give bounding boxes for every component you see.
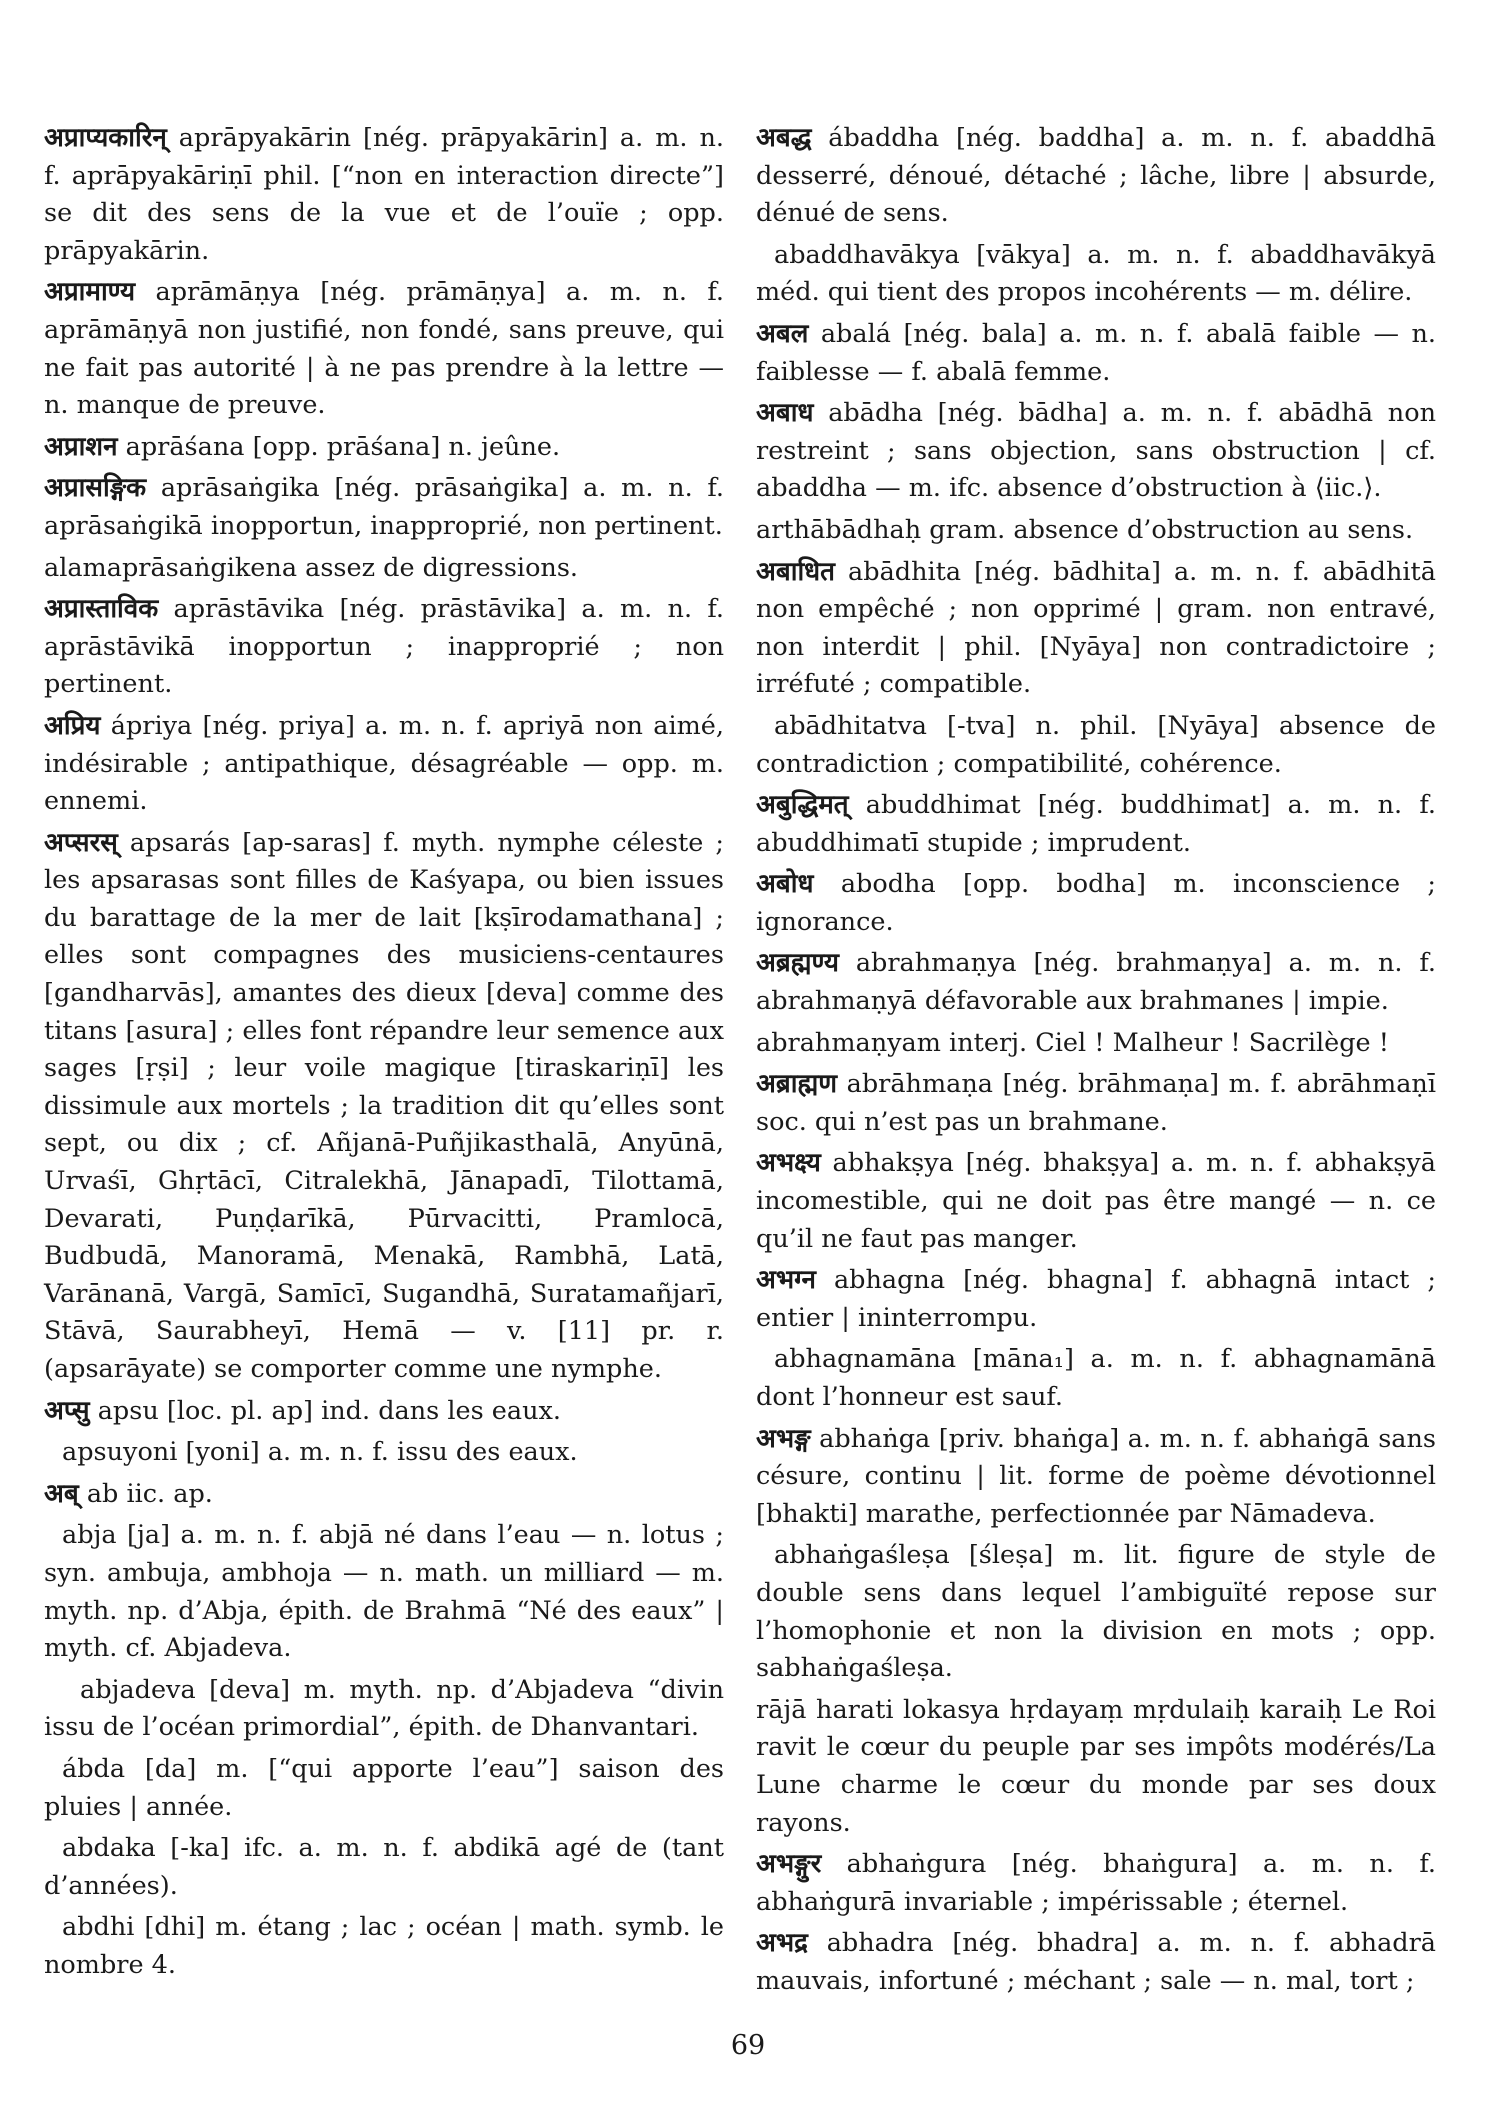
entry-text: abādhita [nég. bādhita] a. m. n. f. abādhitā non empêché ; non opprimé | gram. non entravé, non interdit | phil. [Nyāya] non contradictoire ; irréfuté ; compatible. xyxy=(756,556,1436,700)
entry-text: apsu [loc. pl. ap] ind. dans les eaux. xyxy=(97,1395,561,1426)
entry-text: apsarás [ap-saras] f. myth. nymphe céleste ; les apsarasas sont filles de Kaśyapa, ou bien issues du barattage de la mer de lait [kṣīrodamathana] ; elles sont compagnes des musiciens-centaures [gandharvās], amantes des dieux [deva] comme des titans [asura] ; elles font répandre leur semence aux sages [ṛṣi] ; leur voile magique [tiraskariṇī] les dissimule aux mortels ; la tradition dit qu’elles sont sept, ou dix ; cf. Añjanā-Puñjikasthalā, Anyūnā, Urvaśī, Ghṛtācī, Citralekhā, Jānapadī, Tilottamā, Devarati, Puṇḍarīkā, Pūrvacitti, Pramlocā, Budbudā, Manoramā, Menakā, Rambhā, Latā, Varānanā, Vargā, Samīcī, Sugandhā, Suratamañjarī, Stāvā, Saurabheyī, Hemā — v. [11] pr. r. (apsarāyate) se comporter comme une nymphe. xyxy=(44,827,725,1384)
entry-text: abhakṣya [nég. bhakṣya] a. m. n. f. abhakṣyā incomestible, qui ne doit pas être mangé — n. ce qu’il ne faut pas manger. xyxy=(756,1148,1436,1254)
devanagari-headword: अबाध xyxy=(756,398,814,429)
entry-text: rājā harati lokasya hṛdayaṃ mṛdulaiḥ karaiḥ Le Roi ravit le cœur du peuple par ses impôts modérés/La Lune charme le cœur du monde par ses doux rayons. xyxy=(756,1694,1436,1838)
devanagari-headword: अप्सरस् xyxy=(44,827,118,858)
dictionary-entry xyxy=(756,1925,1436,2000)
devanagari-headword: अबल xyxy=(756,318,809,349)
entry-text: abdhi [dhi] m. étang ; lac ; océan | math. symb. le nombre 4. xyxy=(44,1912,724,1980)
devanagari-headword: अभग्न xyxy=(756,1265,816,1296)
dictionary-entry xyxy=(756,512,1436,550)
dictionary-entry xyxy=(44,550,724,588)
dictionary-entry xyxy=(756,237,1436,312)
devanagari-headword: अप्राप्यकारिन् xyxy=(44,123,167,153)
devanagari-headword: अबद्ध xyxy=(756,123,812,153)
dictionary-entry xyxy=(44,274,724,424)
right-column xyxy=(756,120,1436,2005)
entry-text: abrāhmaṇa [nég. brāhmaṇa] m. f. abrāhmaṇī soc. qui n’est pas un brahmane. xyxy=(756,1069,1436,1137)
entry-text: ápriya [nég. priya] a. m. n. f. apriyā non aimé, indésirable ; antipathique, désagréable — opp. m. ennemi. xyxy=(44,710,724,817)
entry-text: abrahmaṇya [nég. brahmaṇya] a. m. n. f. abrahmaṇyā défavorable aux brahmanes | impie. xyxy=(756,948,1436,1017)
entry-text: abrahmaṇyam interj. Ciel ! Malheur ! Sacrilège ! xyxy=(756,1027,1390,1058)
dictionary-entry xyxy=(756,787,1436,862)
entry-text: abhaṅga [priv. bhaṅga] a. m. n. f. abhaṅgā sans césure, continu | lit. forme de poème dévotionnel [bhakti] marathe, perfectionnée par Nāmadeva. xyxy=(756,1423,1437,1529)
dictionary-entry xyxy=(44,429,724,467)
entry-text: alamaprāsaṅgikena assez de digressions. xyxy=(44,552,579,583)
dictionary-entry xyxy=(44,708,724,821)
entry-text: abādha [nég. bādha] a. m. n. f. abādhā non restreint ; sans objection, sans obstruction | cf. abaddha — m. ifc. absence d’obstruction à ⟨iic.⟩. xyxy=(756,398,1436,504)
devanagari-headword: अबोध xyxy=(756,869,814,900)
entry-text: abja [ja] a. m. n. f. abjā né dans l’eau — n. lotus ; syn. ambuja, ambhoja — n. math. un milliard — m. myth. np. d’Abja, épith. de Brahmā “Né des eaux” | myth. cf. Abjadeva. xyxy=(44,1520,724,1664)
entry-text: abhagna [nég. bhagna] f. abhagnā intact ; entier | ininterrompu. xyxy=(756,1265,1436,1333)
devanagari-headword: अभङ्ग xyxy=(756,1423,811,1454)
left-column xyxy=(44,120,724,1989)
entry-text: abhagnamāna [māna₁] a. m. n. f. abhagnamānā dont l’honneur est sauf. xyxy=(756,1344,1436,1412)
devanagari-headword: अप्रासङ्गिक xyxy=(44,473,147,504)
devanagari-headword: अप्राशन xyxy=(44,431,118,462)
dictionary-entry xyxy=(44,1830,724,1905)
dictionary-entry xyxy=(756,866,1436,941)
entry-text: aprāpyakārin [nég. prāpyakārin] a. m. n. f. aprāpyakāriṇī phil. [“non en interaction directe”] se dit des sens de la vue et de l’ouïe ; opp. prāpyakārin. xyxy=(44,123,724,266)
dictionary-entry xyxy=(756,708,1436,783)
entry-text: ab iic. ap. xyxy=(86,1478,213,1509)
entry-text: abjadeva [deva] m. myth. np. d’Abjadeva “divin issu de l’océan primordial”, épith. de Dhanvantari. xyxy=(44,1674,724,1743)
dictionary-entry xyxy=(44,120,724,270)
dictionary-entry xyxy=(44,1909,724,1984)
dictionary-entry xyxy=(756,1421,1436,1534)
dictionary-entry xyxy=(44,1751,724,1826)
entry-text: aprāstāvika [nég. prāstāvika] a. m. n. f. aprāstāvikā inopportun ; inapproprié ; non pertinent. xyxy=(44,594,725,700)
devanagari-headword: अप्रास्ताविक xyxy=(44,594,159,625)
entry-text: abaddhavākya [vākya] a. m. n. f. abaddhavākyā méd. qui tient des propos incohérents — m. délire. xyxy=(756,239,1436,308)
devanagari-headword: अबाधित xyxy=(756,556,835,587)
dictionary-entry xyxy=(756,1341,1436,1416)
entry-text: arthābādhaḥ gram. absence d’obstruction au sens. xyxy=(756,514,1414,545)
entry-text: apsuyoni [yoni] a. m. n. f. issu des eaux. xyxy=(62,1437,578,1468)
dictionary-entry xyxy=(44,470,724,545)
dictionary-entry xyxy=(44,1434,724,1472)
entry-text: aprāśana [opp. prāśana] n. jeûne. xyxy=(125,431,561,462)
devanagari-headword: अभक्ष्य xyxy=(756,1148,821,1179)
devanagari-headword: अप्सु xyxy=(44,1395,90,1426)
entry-text: abuddhimat [nég. buddhimat] a. m. n. f. abuddhimatī stupide ; imprudent. xyxy=(756,790,1436,858)
dictionary-entry xyxy=(756,316,1436,391)
devanagari-headword: अबुद्धिमत् xyxy=(756,790,849,821)
devanagari-headword: अब्रह्मण्य xyxy=(756,948,839,979)
entry-text: abhaṅgaśleṣa [śleṣa] m. lit. figure de style de double sens dans lequel l’ambiguïté repose sur l’homophonie et non la division en mots ; opp. sabhaṅgaśleṣa. xyxy=(756,1540,1436,1684)
entry-text: abodha [opp. bodha] m. inconscience ; ignorance. xyxy=(756,869,1437,937)
dictionary-entry xyxy=(756,1692,1436,1842)
entry-text: abhadra [nég. bhadra] a. m. n. f. abhadrā mauvais, infortuné ; méchant ; sale — n. mal, tort ; xyxy=(756,1928,1436,1996)
dictionary-entry xyxy=(756,1846,1436,1921)
entry-text: ábda [da] m. [“qui apporte l’eau”] saison des pluies | année. xyxy=(44,1753,724,1822)
devanagari-headword: अभद्र xyxy=(756,1928,808,1959)
dictionary-entry xyxy=(756,1537,1436,1687)
entry-text: aprāmāṇya [nég. prāmāṇya] a. m. n. f. aprāmāṇyā non justifié, non fondé, sans preuve, qui ne fait pas autorité | à ne pas prendre à la lettre — n. manque de preuve. xyxy=(44,277,724,421)
dictionary-entry xyxy=(44,1476,724,1514)
entry-text: abalá [nég. bala] a. m. n. f. abalā faible — n. faiblesse — f. abalā femme. xyxy=(756,318,1436,387)
devanagari-headword: अभङ्गुर xyxy=(756,1849,822,1880)
dictionary-entry xyxy=(756,1025,1436,1063)
devanagari-headword: अब्राह्मण xyxy=(756,1069,838,1100)
entry-text: abhaṅgura [nég. bhaṅgura] a. m. n. f. abhaṅgurā invariable ; impérissable ; éternel. xyxy=(756,1849,1436,1917)
dictionary-entry xyxy=(44,1672,724,1747)
dictionary-entry xyxy=(756,1145,1436,1258)
dictionary-entry xyxy=(756,120,1436,233)
dictionary-entry xyxy=(44,1517,724,1667)
dictionary-entry xyxy=(756,945,1436,1020)
entry-text: ábaddha [nég. baddha] a. m. n. f. abaddhā desserré, dénoué, détaché ; lâche, libre | absurde, dénué de sens. xyxy=(756,123,1436,229)
entry-text: aprāsaṅgika [nég. prāsaṅgika] a. m. n. f. aprāsaṅgikā inopportun, inapproprié, non pertinent. xyxy=(44,473,725,541)
dictionary-entry xyxy=(44,591,724,704)
devanagari-headword: अप्रिय xyxy=(44,710,101,741)
entry-text: abdaka [-ka] ifc. a. m. n. f. abdikā agé de (tant d’années). xyxy=(44,1833,724,1901)
dictionary-entry xyxy=(44,825,724,1389)
dictionary-entry xyxy=(756,1066,1436,1141)
dictionary-entry xyxy=(756,554,1436,704)
entry-text: abādhitatva [-tva] n. phil. [Nyāya] absence de contradiction ; compatibilité, cohérence. xyxy=(756,710,1436,779)
devanagari-headword: अप्रामाण्य xyxy=(44,277,136,308)
devanagari-headword: अब् xyxy=(44,1478,79,1509)
dictionary-entry xyxy=(756,395,1436,508)
dictionary-entry xyxy=(756,1262,1436,1337)
page-number: 69 xyxy=(730,2030,766,2061)
dictionary-entry xyxy=(44,1393,724,1431)
